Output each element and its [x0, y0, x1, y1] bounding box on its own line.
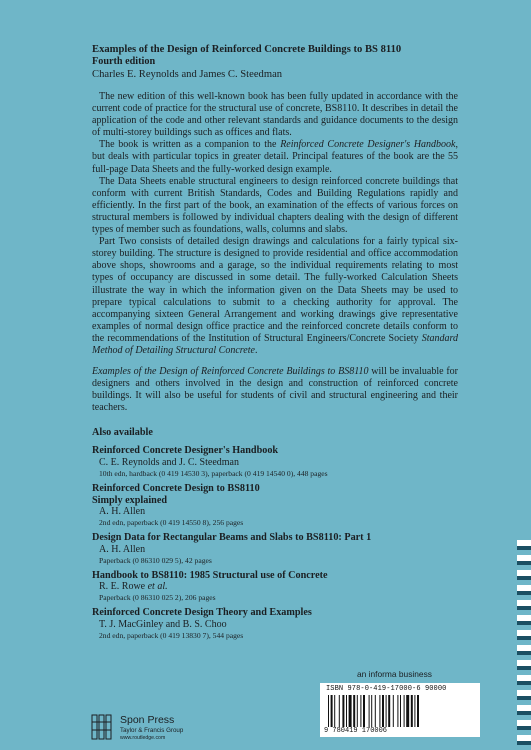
isbn-text: ISBN 978-0-419-17000-6 90000	[326, 685, 447, 693]
related-book-author: R. E. Rowe et al.	[99, 581, 168, 593]
related-book-author: A. H. Allen	[99, 543, 146, 555]
publisher-group: Taylor & Francis Group	[120, 727, 184, 734]
decorative-stripes	[517, 540, 531, 750]
book-authors: Charles E. Reynolds and James C. Steedman	[92, 69, 283, 80]
related-book-title: Reinforced Concrete Design to BS8110	[92, 483, 260, 495]
related-book	[92, 607, 458, 640]
related-book-detail: 2nd edn, paperback (0 419 13830 7), 544 pages	[99, 631, 244, 640]
related-book-title: Reinforced Concrete Design Theory and Examples	[92, 607, 312, 619]
also-available-heading: Also available	[92, 427, 153, 439]
related-book-detail: 10th edn, hardback (0 419 14530 3), paperback (0 419 14540 0), 448 pages	[99, 469, 328, 479]
spon-press-logo-icon	[90, 712, 114, 742]
related-book-detail: 2nd edn, paperback (0 419 14550 8), 256 pages	[99, 518, 244, 528]
book-title: Examples of the Design of Reinforced Concrete Buildings to BS 8110	[92, 44, 402, 55]
related-book	[92, 483, 458, 527]
related-book-title: Design Data for Rectangular Beams and Slabs to BS8110: Part 1	[92, 532, 372, 544]
description-paragraph-4: Part Two consists of detailed design drawings and calculations for a fairly typical six-storey building. The structure is designed to provide residential and office accommodation above shops, showrooms and a garage, so the individual requirements relating to most types of occupancy are discussed in some detail. The fully-worked Calculation Sheets illustrate the way in which the information given on the Data Sheets may be used to prepare typical calculations to submit to a checking authority for approval. The accompanying sixteen General Arrangement and working drawings give representative examples of normal design office practice and the reinforced concrete details conform to the recommendations of the Institution of Structural Engineers/Concrete Society Standard Method of Detailing Structural Concrete.	[92, 236, 458, 356]
publisher-url: www.routledge.com	[120, 735, 166, 741]
related-book-author: T. J. MacGinley and B. S. Choo	[99, 619, 227, 630]
related-book-detail: Paperback (0 86310 025 2), 206 pages	[99, 593, 216, 603]
publisher-name: Spon Press	[120, 714, 175, 726]
barcode-bars	[326, 695, 474, 727]
book-edition: Fourth edition	[92, 56, 156, 67]
cover-text	[92, 44, 458, 645]
related-book-detail: Paperback (0 86310 029 5), 42 pages	[99, 555, 212, 565]
related-book-author: A. H. Allen	[99, 506, 146, 518]
related-book	[92, 570, 458, 603]
related-book	[92, 532, 458, 565]
description-paragraph-1: The new edition of this well-known book has been fully updated in accordance with the current code of practice for the structural use of concrete, BS8110. It describes in detail the application of the code and other relevant standards and guidance documents to the design of multi-storey buildings such as offices and flats.	[92, 91, 458, 139]
description-paragraph-3: The Data Sheets enable structural engineers to design reinforced concrete buildings that conform with current British Standards, Codes and Building Regulations rapidly and efficiently. In the first part of the book, an examination of the effects of various forces on structural members is followed by individual chapters dealing with the design of different types of member such as foundations, walls, columns and slabs.	[92, 175, 458, 236]
barcode-number: 9 780419 170006	[324, 727, 388, 735]
barcode	[320, 683, 480, 737]
publisher-logo	[90, 712, 210, 744]
related-book	[92, 445, 458, 478]
related-book-author: C. E. Reynolds and J. C. Steedman	[99, 457, 239, 469]
description-paragraph-2: The book is written as a companion to the Reinforced Concrete Designer's Handbook, but deals with particular topics in greater detail. Principal features of the book are the 55 full-page Data Sheets and the fully-worked design example.	[92, 139, 458, 175]
related-book-title: Reinforced Concrete Designer's Handbook	[92, 445, 279, 457]
related-book-title: Handbook to BS8110: 1985 Structural use of Concrete	[92, 569, 328, 581]
description-paragraph-5: Examples of the Design of Reinforced Concrete Buildings to BS8110 will be invaluable for designers and others involved in the design and construction of reinforced concrete buildings. It will also be useful for students of civil and structural engineering and their teachers.	[92, 366, 459, 414]
informa-business-label: an informa business	[357, 669, 432, 679]
related-book-subtitle: Simply explained	[92, 494, 168, 506]
